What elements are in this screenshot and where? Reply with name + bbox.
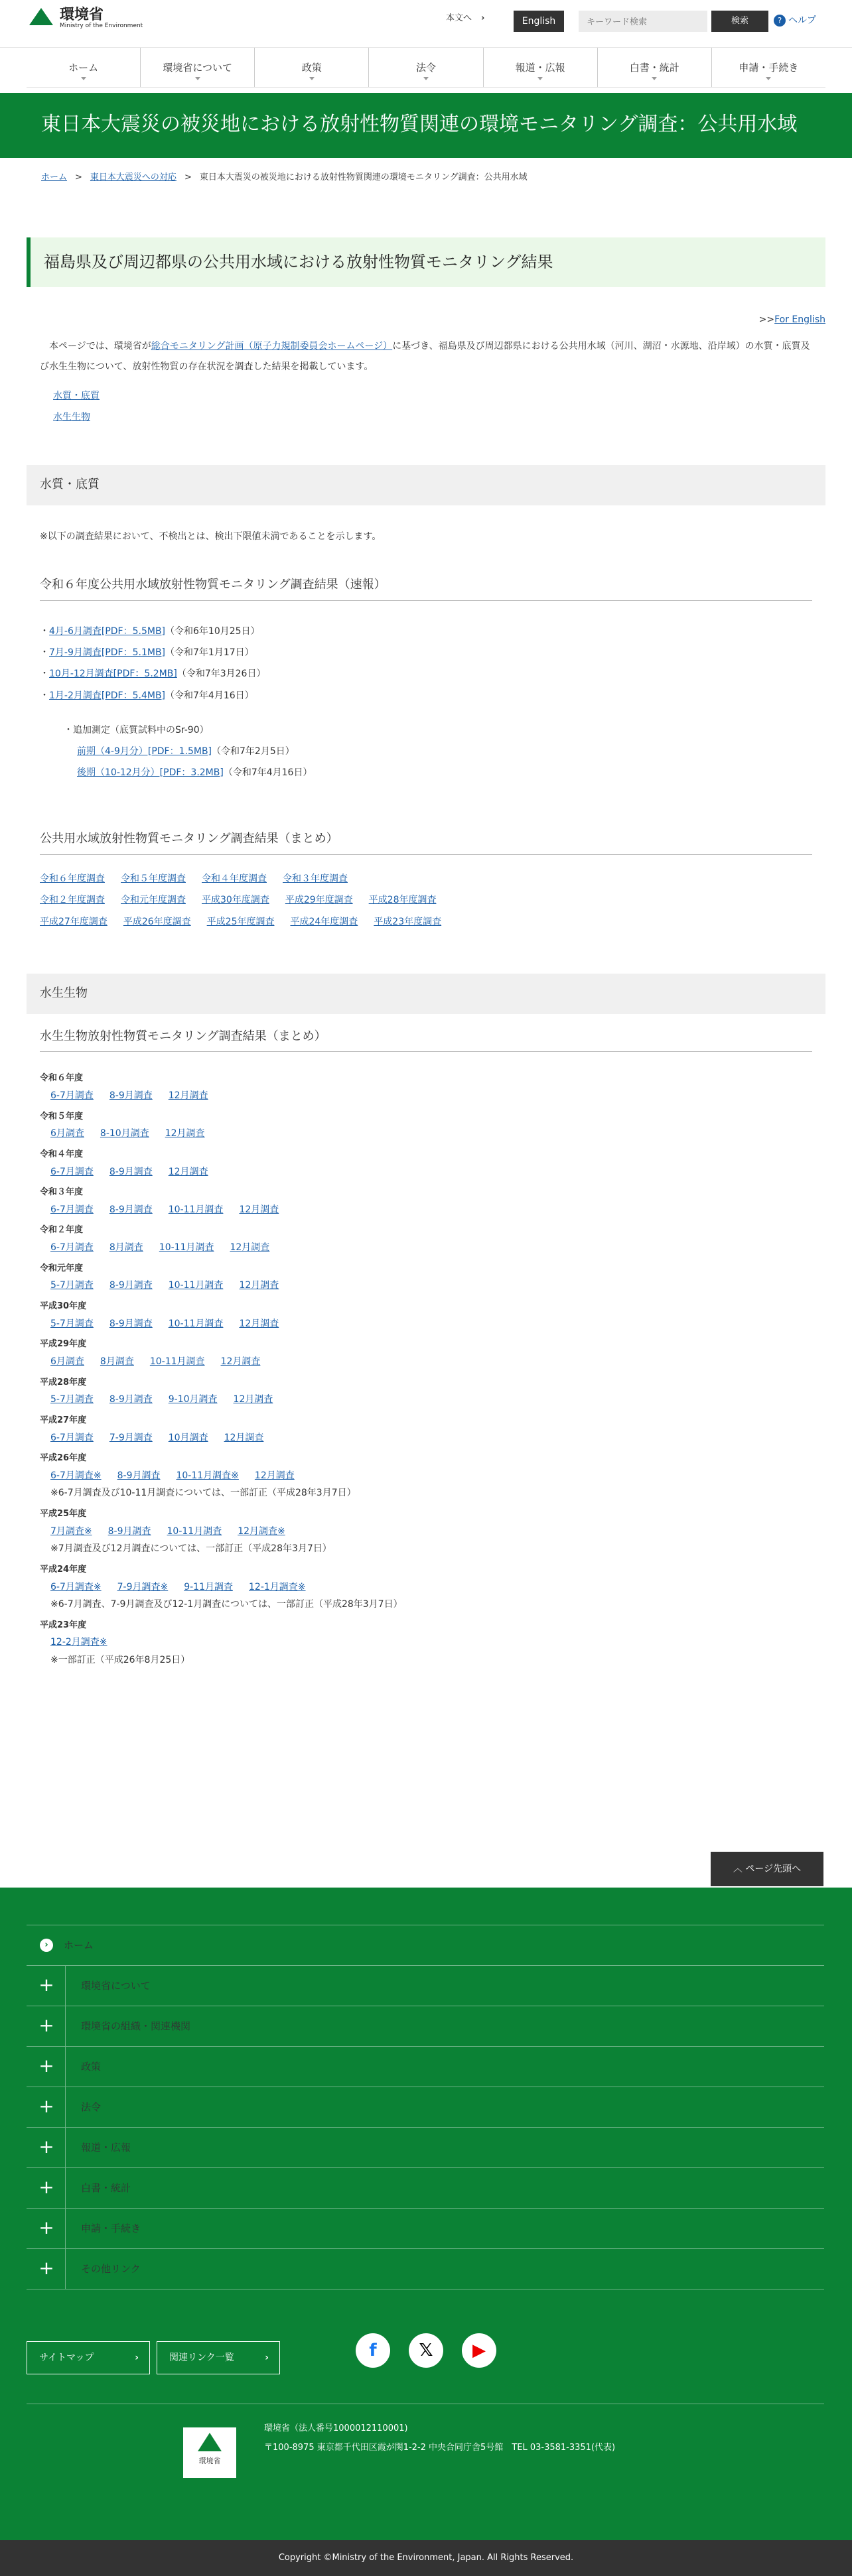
survey-link[interactable]: 6-7月調査	[50, 1204, 94, 1215]
expand-plus-icon[interactable]: +	[38, 2217, 54, 2238]
footer-link-item[interactable]: + 白書・統計	[27, 2167, 824, 2207]
year-link[interactable]: 平成28年度調査	[368, 895, 437, 906]
year-survey-links	[50, 1391, 812, 1409]
expand-plus-icon[interactable]: +	[38, 2055, 54, 2077]
footer-address: 環境省（法人番号1000012110001) 〒100-8975 東京都千代田区霞が関1-2-2 中央合同庁舎5号館 TEL 03-3581-3351(代表)	[264, 2423, 616, 2453]
divider	[65, 2128, 66, 2167]
survey-link[interactable]: 10-11月調査	[167, 1525, 222, 1537]
anchor-links	[53, 385, 825, 428]
expand-plus-icon[interactable]: +	[38, 1974, 54, 1996]
pdf-link[interactable]: 1月-2月調査[PDF：5.4MB]	[49, 690, 166, 701]
footer-link-item[interactable]: + 申請・手続き	[27, 2208, 824, 2248]
divider	[65, 2087, 66, 2127]
year-link[interactable]: 令和６年度調査	[40, 873, 105, 885]
survey-link[interactable]: 8-9月調査	[117, 1470, 161, 1481]
year-label: 平成28年度	[40, 1377, 87, 1387]
year-link[interactable]: 平成30年度調査	[202, 895, 269, 906]
sitemap-button[interactable]: サイトマップ ›	[27, 2341, 150, 2374]
survey-link[interactable]: 12月調査	[168, 1090, 208, 1101]
year-survey-links	[50, 1634, 812, 1651]
survey-link[interactable]: 6-7月調査	[50, 1242, 94, 1254]
year-survey-links	[50, 1277, 812, 1295]
survey-link[interactable]: 12月調査※	[238, 1525, 285, 1537]
year-label: 平成24年度	[40, 1564, 87, 1575]
expand-plus-icon[interactable]: +	[38, 2095, 54, 2117]
year-survey-links	[50, 1353, 812, 1371]
year-label: 平成29年度	[40, 1339, 87, 1350]
survey-link[interactable]: 10-11月調査	[159, 1242, 214, 1254]
survey-link[interactable]: 10-11月調査※	[176, 1470, 239, 1481]
correction-remark: ※6-7月調査及び10-11月調査については、一部訂正（平成28年3月7日）	[50, 1488, 356, 1499]
breadcrumb-earthquake[interactable]: 東日本大震災への対応	[90, 172, 177, 182]
year-link[interactable]: 平成23年度調査	[374, 916, 442, 927]
intro-text: 本ページでは、環境省が総合モニタリング計画（原子力規制委員会ホームページ）に基づき、福島県及び周辺都県における公共用水域（河川、湖沼・水源地、沿岸域）の水質・底質及び水生生物について、放射性物質の存在状況を調査した結果を掲載しています。	[40, 341, 810, 372]
survey-link[interactable]: 6-7月調査	[50, 1090, 94, 1101]
youtube-icon[interactable]: ▶	[462, 2333, 496, 2368]
year-link[interactable]: 平成29年度調査	[285, 895, 353, 906]
survey-link[interactable]: 12-1月調査※	[249, 1581, 306, 1592]
footer-link-item[interactable]: › ホーム	[27, 1925, 824, 1964]
survey-link[interactable]: 8月調査	[109, 1242, 143, 1254]
global-nav	[27, 48, 825, 88]
footer-link-item[interactable]: + 法令	[27, 2087, 824, 2126]
survey-link[interactable]: 8-9月調査	[109, 1090, 153, 1101]
year-link[interactable]: 令和３年度調査	[283, 873, 348, 885]
survey-link[interactable]: 5-7月調査	[50, 1280, 94, 1291]
footer-logo: 環境省	[183, 2427, 236, 2478]
r6-report-list	[40, 621, 812, 706]
detection-note: ※以下の調査結果において、不検出とは、検出下限値未満であることを示します。	[40, 531, 382, 542]
r6-report-title: 令和６年度公共用水域放射性物質モニタリング調査結果（速報）	[40, 576, 812, 601]
survey-link[interactable]: 5-7月調査	[50, 1318, 94, 1329]
year-survey-links	[50, 1467, 812, 1485]
survey-link[interactable]: 12月調査	[254, 1470, 295, 1481]
copyright: Copyright ©Ministry of the Environment, Japan. All Rights Reserved.	[0, 2540, 852, 2576]
search-button[interactable]: 検索	[711, 11, 768, 32]
survey-link[interactable]: 6-7月調査※	[50, 1470, 102, 1481]
correction-remark: ※6-7月調査、7-9月調査及び12-1月調査については、一部訂正（平成28年3月7日）	[50, 1599, 403, 1610]
survey-link[interactable]: 8-10月調査	[100, 1128, 149, 1139]
correction-remark: ※一部訂正（平成26年8月25日）	[50, 1655, 190, 1666]
for-english-link[interactable]: For English	[774, 314, 825, 325]
survey-link[interactable]: 6月調査	[50, 1356, 84, 1367]
help-icon: ?	[774, 15, 786, 27]
year-label: 令和６年度	[40, 1073, 84, 1084]
expand-plus-icon[interactable]: +	[38, 2014, 54, 2036]
year-link[interactable]: 平成27年度調査	[40, 916, 107, 927]
nav-item-home[interactable]: ホーム	[27, 48, 140, 87]
list-item: ・1月-2月調査[PDF：5.4MB]（令和7年4月16日）	[40, 690, 254, 701]
survey-link[interactable]: 9-10月調査	[168, 1394, 218, 1405]
survey-link[interactable]: 12月調査	[233, 1394, 273, 1405]
survey-link[interactable]: 12月調査	[239, 1318, 279, 1329]
survey-link[interactable]: 10月調査	[168, 1432, 208, 1443]
year-link[interactable]: 令和元年度調査	[121, 895, 186, 906]
bio-year-list	[40, 1070, 812, 1669]
site-logo[interactable]	[27, 5, 143, 32]
survey-link[interactable]: 8-9月調査	[109, 1280, 153, 1291]
year-label: 平成26年度	[40, 1453, 87, 1464]
year-survey-links	[50, 1087, 812, 1105]
bio-summary-title: 水生生物放射性物質モニタリング調査結果（まとめ）	[40, 1027, 812, 1053]
survey-link[interactable]: 12月調査	[165, 1128, 205, 1139]
survey-link[interactable]: 8-9月調査	[109, 1166, 153, 1177]
year-survey-links	[50, 1125, 812, 1143]
footer-link-item[interactable]: + 環境省について	[27, 1965, 824, 2005]
year-link[interactable]: 令和４年度調査	[202, 873, 267, 885]
survey-link[interactable]: 12月調査	[239, 1280, 279, 1291]
logo-english: Ministry of the Environment	[60, 23, 143, 30]
divider	[65, 2006, 66, 2046]
year-label: 平成30年度	[40, 1301, 87, 1311]
survey-link[interactable]: 12月調査	[230, 1242, 270, 1254]
chevron-up-icon: ︿	[733, 1864, 746, 1874]
chevron-right-icon: ›	[135, 2352, 139, 2363]
footer-link-item[interactable]: + その他リンク	[27, 2248, 824, 2288]
ministry-logo-icon	[27, 5, 56, 32]
survey-link[interactable]: 12-2月調査※	[50, 1637, 107, 1648]
year-label: 令和３年度	[40, 1187, 84, 1198]
expand-plus-icon[interactable]: +	[38, 2176, 54, 2198]
list-item: ・4月-6月調査[PDF：5.5MB]（令和6年10月25日）	[40, 626, 260, 637]
survey-link[interactable]: 6-7月調査	[50, 1432, 94, 1443]
nav-item-whitepaper[interactable]: 白書・統計	[597, 48, 711, 87]
logo-text: 環境省	[60, 6, 104, 23]
footer-link-item[interactable]: + 政策	[27, 2046, 824, 2086]
survey-link[interactable]: 10-11月調査	[168, 1280, 224, 1291]
survey-link[interactable]: 5-7月調査	[50, 1394, 94, 1405]
breadcrumb-separator: >	[75, 172, 82, 182]
survey-link[interactable]: 7-9月調査※	[117, 1581, 169, 1592]
survey-link[interactable]: 6月調査	[50, 1128, 84, 1139]
survey-link[interactable]: 10-11月調査	[168, 1318, 224, 1329]
divider	[65, 2249, 66, 2289]
breadcrumb-home[interactable]: ホーム	[41, 172, 68, 182]
correction-remark: ※7月調査及び12月調査については、一部訂正（平成28年3月7日）	[50, 1543, 332, 1555]
expand-plus-icon[interactable]: +	[38, 2257, 54, 2279]
year-link[interactable]: 平成24年度調査	[290, 916, 358, 927]
section-lead-title: 福島県及び周辺都県の公共用水域における放射性物質モニタリング結果	[27, 237, 825, 287]
year-survey-links	[50, 1201, 812, 1219]
year-link[interactable]: 令和５年度調査	[121, 873, 186, 885]
year-link[interactable]: 令和２年度調査	[40, 895, 105, 906]
year-label: 平成23年度	[40, 1620, 87, 1630]
help-link[interactable]: ? ヘルプ	[774, 13, 816, 28]
year-label: 令和４年度	[40, 1149, 84, 1159]
x-twitter-icon[interactable]: 𝕏	[409, 2333, 443, 2368]
home-icon: ›	[40, 1939, 53, 1952]
divider	[65, 2168, 66, 2208]
survey-link[interactable]: 12月調査	[239, 1204, 279, 1215]
breadcrumb-separator: >	[184, 172, 192, 182]
survey-link[interactable]: 9-11月調査	[184, 1581, 233, 1592]
survey-link[interactable]: 12月調査	[220, 1356, 261, 1367]
survey-link[interactable]: 12月調査	[224, 1432, 264, 1443]
year-survey-links	[50, 1429, 812, 1447]
year-label: 平成27年度	[40, 1415, 87, 1425]
survey-link[interactable]: 8-9月調査	[109, 1318, 153, 1329]
chevron-right-icon: ›	[265, 2352, 269, 2363]
breadcrumb-current: 東日本大震災の被災地における放射性物質関連の環境モニタリング調査：公共用水域	[199, 172, 528, 182]
english-button[interactable]: English	[514, 11, 564, 32]
search-input[interactable]	[579, 11, 707, 32]
anchor-aquatic-life[interactable]: 水生生物	[53, 411, 90, 422]
year-label: 令和元年度	[40, 1263, 84, 1273]
survey-link[interactable]: 7-9月調査	[109, 1432, 153, 1443]
divider	[65, 1966, 66, 2006]
divider	[65, 2209, 66, 2248]
monitoring-plan-link[interactable]: 総合モニタリング計画（原子力規制委員会ホームページ）	[151, 341, 393, 352]
survey-link[interactable]: 8-9月調査	[107, 1525, 151, 1537]
pdf-link[interactable]: 10月-12月調査[PDF：5.2MB]	[49, 669, 177, 680]
summary-year-links	[40, 868, 812, 933]
year-survey-links	[50, 1163, 812, 1181]
skip-to-content-link[interactable]: 本文へ ›	[446, 12, 484, 26]
nav-item-about[interactable]: 環境省について	[140, 48, 254, 87]
year-survey-links	[50, 1315, 812, 1333]
additional-measurement: ・追加測定（底質試料中のSr-90） 前期（4-9月分）[PDF：1.5MB]（令和7年2月5日） 後期（10-12月分）[PDF：3.2MB]（令和7年4月16日）	[64, 724, 313, 779]
summary-title: 公共用水域放射性物質モニタリング調査結果（まとめ）	[40, 830, 812, 855]
survey-link[interactable]: 8月調査	[100, 1356, 134, 1367]
section-heading-water: 水質・底質	[27, 465, 825, 505]
main-content	[0, 237, 852, 1669]
year-label: 平成25年度	[40, 1508, 87, 1519]
nav-item-law[interactable]: 法令	[368, 48, 482, 87]
year-label: 令和５年度	[40, 1111, 84, 1122]
pdf-link[interactable]: 前期（4-9月分）[PDF：1.5MB]	[77, 745, 212, 757]
pdf-link[interactable]: 4月-6月調査[PDF：5.5MB]	[49, 626, 166, 637]
expand-plus-icon[interactable]: +	[38, 2136, 54, 2157]
pdf-link[interactable]: 後期（10-12月分）[PDF：3.2MB]	[77, 767, 224, 779]
survey-link[interactable]: 10-11月調査	[168, 1204, 224, 1215]
nav-item-press[interactable]: 報道・広報	[483, 48, 597, 87]
pdf-link[interactable]: 7月-9月調査[PDF：5.1MB]	[49, 647, 166, 659]
year-survey-links	[50, 1523, 812, 1541]
year-survey-links	[50, 1578, 812, 1596]
footer-link-item[interactable]: + 報道・広報	[27, 2127, 824, 2167]
chevron-right-icon: ›	[481, 13, 485, 23]
list-item: ・10月-12月調査[PDF：5.2MB]（令和7年3月26日）	[40, 669, 266, 680]
year-label: 令和２年度	[40, 1225, 84, 1236]
facebook-icon[interactable]: f	[356, 2333, 390, 2368]
survey-link[interactable]: 6-7月調査	[50, 1166, 94, 1177]
survey-link[interactable]: 8-9月調査	[109, 1204, 153, 1215]
year-link[interactable]: 平成26年度調査	[123, 916, 191, 927]
page-banner	[0, 93, 852, 158]
divider	[65, 2047, 66, 2087]
section-heading-aquatic: 水生生物	[27, 974, 825, 1014]
survey-link[interactable]: 12月調査	[168, 1166, 208, 1177]
year-link[interactable]: 平成25年度調査	[206, 916, 275, 927]
page-top-button[interactable]: ︿ ページ先頭へ	[711, 1852, 823, 1886]
nav-item-policy[interactable]: 政策	[254, 48, 368, 87]
survey-link[interactable]: 7月調査※	[50, 1525, 92, 1537]
survey-link[interactable]: 6-7月調査※	[50, 1581, 102, 1592]
site-header	[0, 0, 852, 48]
for-english-link-wrap: >>For English	[758, 314, 825, 325]
footer-link-item[interactable]: + 環境省の組織・関連機関	[27, 2006, 824, 2045]
anchor-water-quality[interactable]: 水質・底質	[53, 390, 100, 401]
survey-link[interactable]: 10-11月調査	[149, 1356, 205, 1367]
breadcrumb	[0, 158, 852, 198]
list-item: ・7月-9月調査[PDF：5.1MB]（令和7年1月17日）	[40, 647, 254, 659]
page-title: 東日本大震災の被災地における放射性物質関連の環境モニタリング調査：公共用水域	[41, 113, 798, 136]
nav-item-application[interactable]: 申請・手続き	[711, 48, 825, 87]
survey-link[interactable]: 8-9月調査	[109, 1394, 153, 1405]
related-links-button[interactable]: 関連リンク一覧 ›	[157, 2341, 280, 2374]
year-survey-links	[50, 1239, 812, 1257]
